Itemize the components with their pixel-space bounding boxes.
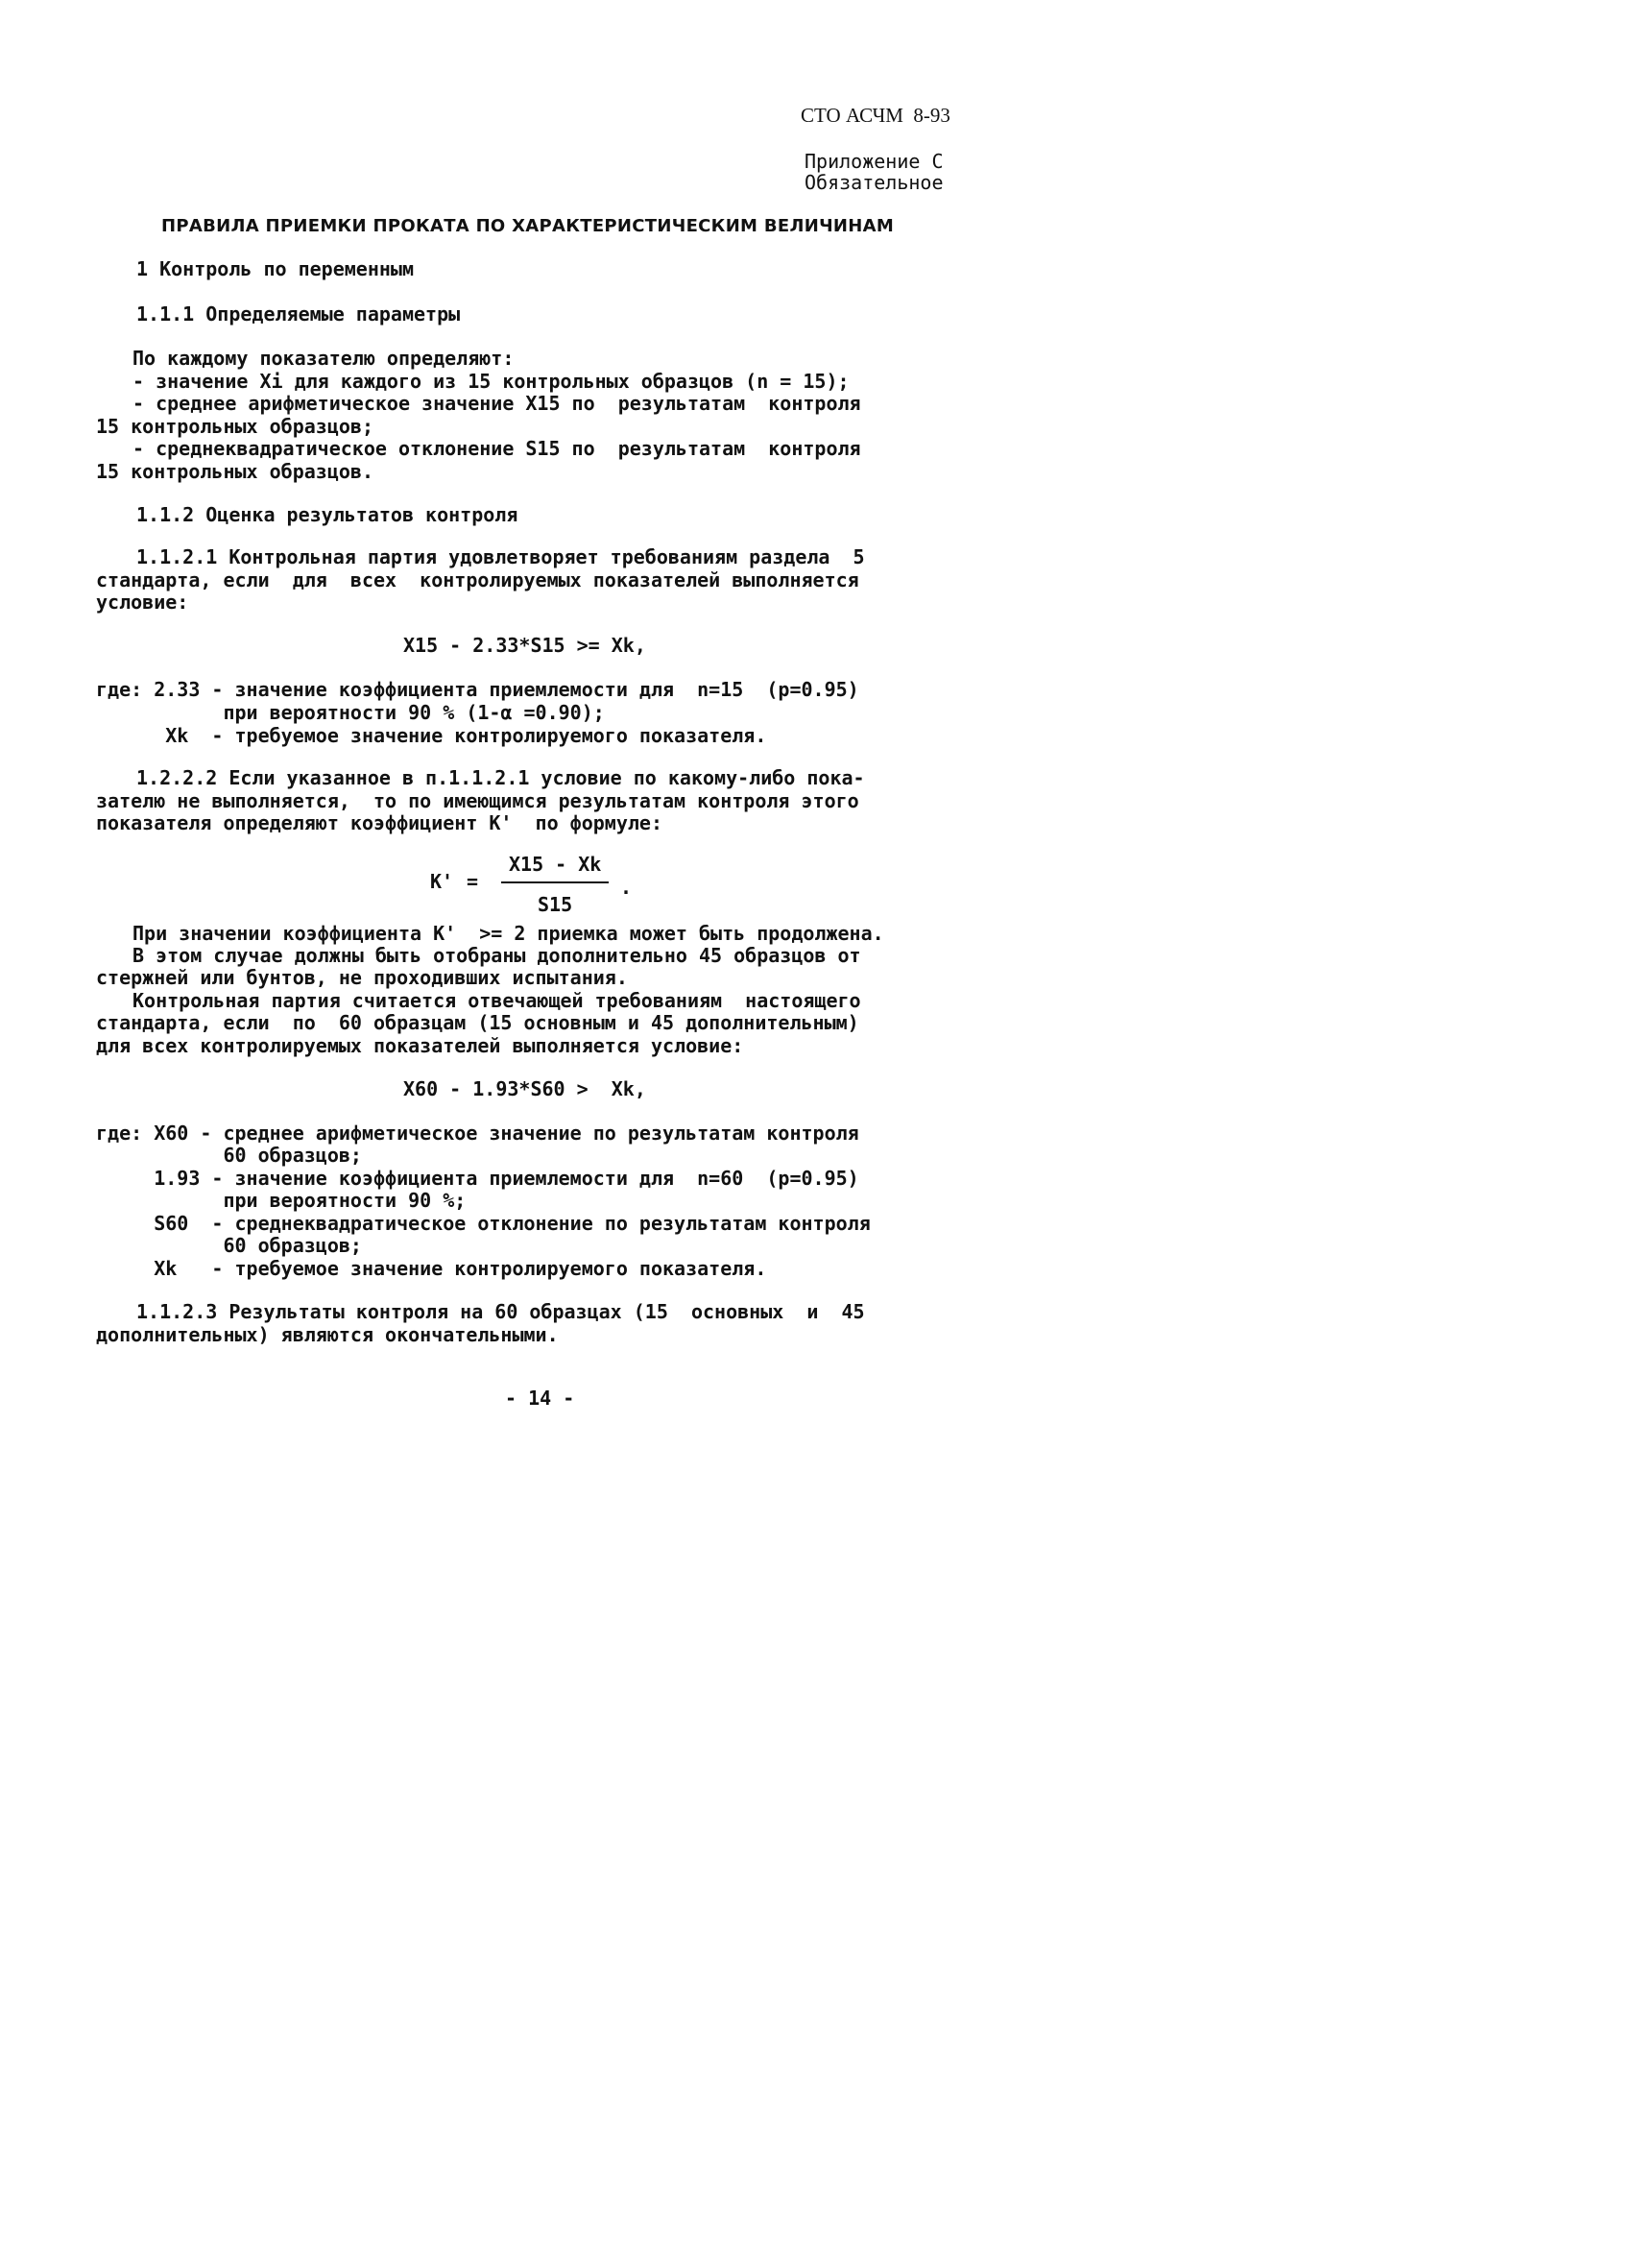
paragraph-line: - среднеквадратическое отклонение S15 по результатам контроля xyxy=(132,437,861,460)
paragraph-line: 1.1.2.1 Контрольная партия удовлетворяет требованиям раздела 5 xyxy=(136,545,865,568)
paragraph-line: 15 контрольных образцов; xyxy=(96,415,373,438)
legend-line: при вероятности 90 %; xyxy=(96,1189,467,1212)
paragraph-line: - значение Xi для каждого из 15 контрольных образцов (n = 15); xyxy=(132,370,850,393)
legend-line: S60 - среднеквадратическое отклонение по результатам контроля xyxy=(96,1212,871,1235)
page-number: - 14 - xyxy=(505,1387,575,1410)
paragraph-line: для всех контролируемых показателей выполняется условие: xyxy=(96,1034,744,1057)
formula-period: . xyxy=(620,876,633,899)
legend-line: Xk - требуемое значение контролируемого показателя. xyxy=(96,1257,767,1280)
legend-line: при вероятности 90 % (1-α =0.90); xyxy=(96,701,605,724)
paragraph-line: Контрольная партия считается отвечающей требованиям настоящего xyxy=(132,989,861,1012)
fraction-bar xyxy=(501,881,609,883)
paragraph-line: 1.2.2.2 Если указанное в п.1.1.2.1 условие по какому-либо пока- xyxy=(136,766,865,789)
legend-line: 60 образцов; xyxy=(96,1234,362,1257)
paragraph-line: показателя определяют коэффициент K' по формуле: xyxy=(96,811,663,834)
formula-1: X15 - 2.33*S15 >= Xk, xyxy=(403,634,646,657)
paragraph-line: условие: xyxy=(96,591,189,614)
legend-line: Xk - требуемое значение контролируемого показателя. xyxy=(96,724,767,747)
paragraph-line: дополнительных) являются окончательными. xyxy=(96,1323,559,1346)
doc-code: СТО АСЧМ 8-93 xyxy=(801,104,950,127)
paragraph-line: По каждому показателю определяют: xyxy=(132,347,515,370)
legend-line: где: 2.33 - значение коэффициента приемлемости для n=15 (р=0.95) xyxy=(96,678,859,701)
legend-line: 60 образцов; xyxy=(96,1144,362,1167)
appendix-status: Обязательное xyxy=(805,171,944,194)
legend-line: 1.93 - значение коэффициента приемлемости для n=60 (р=0.95) xyxy=(96,1167,859,1190)
document-page xyxy=(0,0,1091,1513)
paragraph-line: стандарта, если для всех контролируемых показателей выполняется xyxy=(96,568,859,591)
paragraph-line: В этом случае должны быть отобраны дополнительно 45 образцов от xyxy=(132,944,861,967)
formula-numerator: X15 - Xk xyxy=(509,853,602,876)
paragraph-line: При значении коэффициента K' >= 2 приемка может быть продолжена. xyxy=(132,922,884,945)
section-heading: 1 Контроль по переменным xyxy=(136,257,414,280)
formula-equals: = xyxy=(467,870,479,893)
paragraph-line: 1.1.2.3 Результаты контроля на 60 образцах (15 основных и 45 xyxy=(136,1300,865,1323)
formula-lhs: K' xyxy=(430,870,454,893)
subsection-heading: 1.1.2 Оценка результатов контроля xyxy=(136,503,518,526)
document-title: ПРАВИЛА ПРИЕМКИ ПРОКАТА ПО ХАРАКТЕРИСТИЧЕСКИМ ВЕЛИЧИНАМ xyxy=(161,216,895,236)
formula-denominator: S15 xyxy=(538,893,573,916)
legend-line: где: X60 - среднее арифметическое значение по результатам контроля xyxy=(96,1122,859,1145)
appendix-label: Приложение С xyxy=(805,150,944,173)
paragraph-line: - среднее арифметическое значение X15 по результатам контроля xyxy=(132,392,861,415)
paragraph-line: зателю не выполняется, то по имеющимся результатам контроля этого xyxy=(96,789,859,812)
paragraph-line: 15 контрольных образцов. xyxy=(96,460,373,483)
paragraph-line: стандарта, если по 60 образцам (15 основным и 45 дополнительным) xyxy=(96,1011,859,1034)
subsection-heading: 1.1.1 Определяемые параметры xyxy=(136,302,461,326)
paragraph-line: стержней или бунтов, не проходивших испытания. xyxy=(96,966,628,989)
formula-3: X60 - 1.93*S60 > Xk, xyxy=(403,1077,646,1100)
